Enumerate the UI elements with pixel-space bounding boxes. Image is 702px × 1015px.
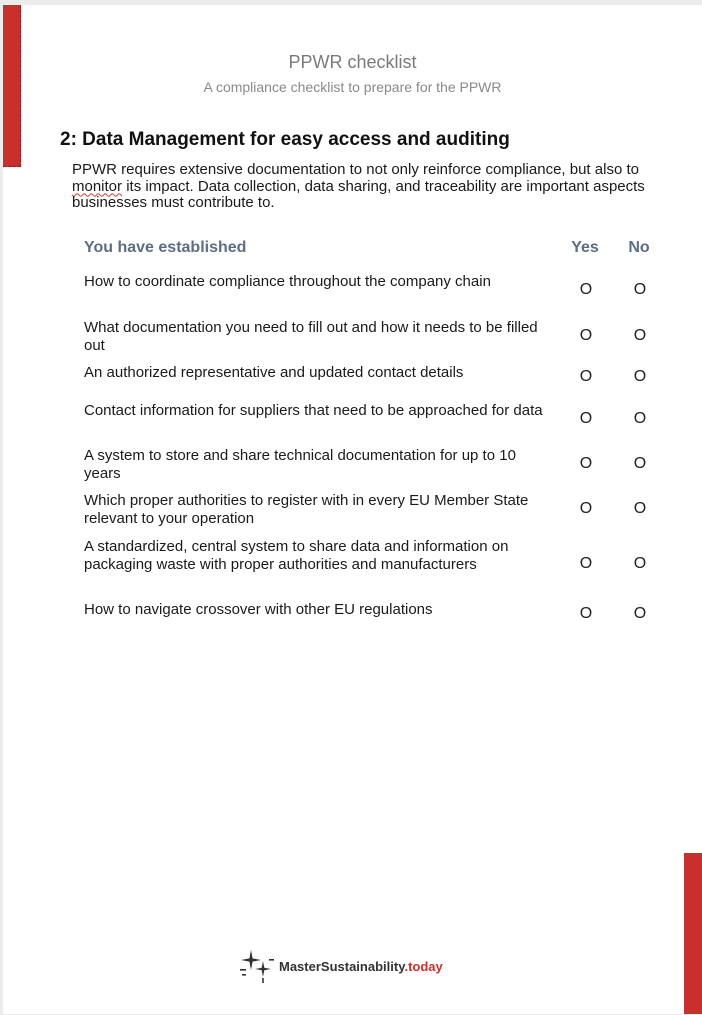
no-checkbox[interactable]: O — [633, 281, 647, 298]
sparkle-logo-icon — [239, 949, 275, 983]
document-page — [3, 5, 702, 1014]
brand-name — [279, 959, 443, 974]
column-header-yes: Yes — [571, 239, 599, 256]
checklist-item-text: Which proper authorities to register with in every EU Member State relevant to your operation — [84, 492, 529, 527]
page-title: PPWR checklist — [288, 52, 417, 72]
no-checkbox[interactable]: O — [633, 605, 647, 622]
intro-text-start: PPWR requires extensive documentation to not only reinforce compliance, but also to — [72, 161, 639, 178]
spellcheck-flagged-word: monitor — [72, 177, 123, 195]
yes-checkbox[interactable]: O — [579, 555, 593, 572]
checklist-item-text: How to navigate crossover with other EU regulations — [84, 601, 433, 618]
yes-checkbox[interactable]: O — [579, 368, 593, 385]
column-header-established: You have established — [84, 239, 247, 256]
yes-checkbox[interactable]: O — [579, 455, 593, 472]
intro-text-end: its impact. Data collection, data sharing, and traceability are important aspects businesses must contribute to. — [72, 177, 645, 211]
page-subtitle: A compliance checklist to prepare for the PPWR — [203, 79, 502, 95]
yes-checkbox[interactable]: O — [579, 327, 593, 344]
no-checkbox[interactable]: O — [633, 327, 647, 344]
no-checkbox[interactable]: O — [633, 555, 647, 572]
checklist-item-text: A standardized, central system to share data and information on packaging waste with proper authorities and manufacturers — [84, 538, 509, 573]
no-checkbox[interactable]: O — [633, 368, 647, 385]
no-checkbox[interactable]: O — [633, 455, 647, 472]
yes-checkbox[interactable]: O — [579, 410, 593, 427]
checklist-item-text: How to coordinate compliance throughout the company chain — [84, 273, 491, 290]
checklist-item-text: What documentation you need to fill out and how it needs to be filled out — [84, 319, 538, 354]
checklist-item-text: A system to store and share technical documentation for up to 10 years — [84, 447, 516, 482]
section-intro — [72, 162, 652, 212]
section-heading: 2: Data Management for easy access and auditing — [60, 129, 510, 150]
brand-main: MasterSustainability — [279, 958, 405, 974]
yes-checkbox[interactable]: O — [579, 281, 593, 298]
footer-logo — [239, 949, 443, 983]
brand-accent: .today — [404, 958, 443, 974]
yes-checkbox[interactable]: O — [579, 605, 593, 622]
no-checkbox[interactable]: O — [633, 500, 647, 517]
no-checkbox[interactable]: O — [633, 410, 647, 427]
yes-checkbox[interactable]: O — [579, 500, 593, 517]
checklist-item-text: Contact information for suppliers that need to be approached for data — [84, 402, 543, 419]
right-accent-bar — [684, 853, 702, 1014]
column-header-no: No — [628, 239, 650, 256]
checklist-item-text: An authorized representative and updated contact details — [84, 364, 464, 381]
